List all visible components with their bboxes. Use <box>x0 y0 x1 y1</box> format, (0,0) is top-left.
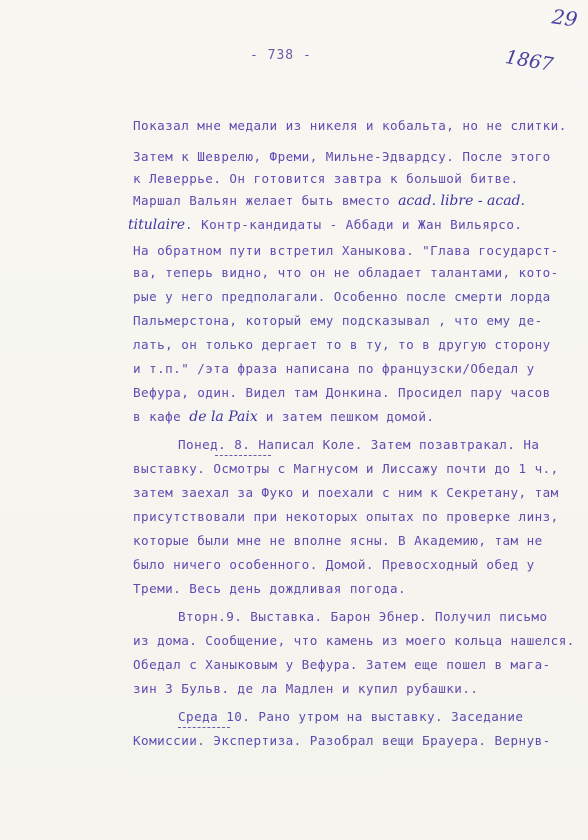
text-line: Пальмерстона, который ему подсказывал , что ему де- <box>133 313 543 328</box>
handwritten-insertion: titulaire <box>128 217 186 233</box>
archive-folio-number: 29 <box>550 4 579 32</box>
text-line: присутствовали при некоторых опытах по проверке линз, <box>133 509 559 524</box>
text-line: рые у него предполагали. Особенно после смерти лорда <box>133 289 551 304</box>
text-line: Обедал с Ханыковым у Вефура. Затем еще пошел в мага- <box>133 657 551 672</box>
text-line: Среда 10. Рано утром на выставку. Заседание <box>178 709 524 724</box>
text-line: Вефура, один. Видел там Донкина. Просидел пару часов <box>133 385 551 400</box>
text-line: Показал мне медали из никеля и кобальта, но не слитки. <box>133 118 567 133</box>
text-line: которые были мне не вполне ясны. В Академию, там не <box>133 533 543 548</box>
text-line: было ничего особенного. Домой. Превосходный обед у <box>133 557 535 572</box>
text-line: Вторн.9. Выставка. Барон Эбнер. Получил письмо <box>178 609 548 624</box>
text-line: из дома. Сообщение, что камень из моего кольца нашелся. <box>133 633 575 648</box>
page-number: - 738 - <box>250 48 312 63</box>
handwritten-insertion: acad. libre - acad. <box>398 193 525 209</box>
text-line: выставку. Осмотры с Магнусом и Лиссажу почти до 1 ч., <box>133 461 559 476</box>
text-line: Понед. 8. Написал Коле. Затем позавтракал. На <box>178 437 540 452</box>
text-line: titulaire. Контр-кандидаты - Аббади и Жан Вильярсо. <box>128 217 523 233</box>
text-line: Затем к Шеврелю, Фреми, Мильне-Эдвардсу. После этого <box>133 149 551 164</box>
day-heading-underline <box>215 455 271 456</box>
text-line: Комиссии. Экспертиза. Разобрал вещи Брауера. Вернув- <box>133 733 551 748</box>
text-line: и т.п." /эта фраза написана по французски/Обедал у <box>133 361 535 376</box>
text-line: На обратном пути встретил Ханыкова. "Глава государст- <box>133 243 559 258</box>
day-heading-underline <box>178 727 230 728</box>
text-line: к Леверрье. Он готовится завтра к большой битве. <box>133 171 519 186</box>
text-line: лать, он только дергает то в ту, то в другую сторону <box>133 337 551 352</box>
text-line: в кафе de la Paix и затем пешком домой. <box>133 409 435 425</box>
text-line: ва, теперь видно, что он не обладает талантами, кото- <box>133 265 559 280</box>
handwritten-insertion: de la Paix <box>189 409 258 425</box>
text-line: Треми. Весь день дождливая погода. <box>133 581 407 596</box>
text-line: Маршал Вальян желает быть вместо acad. libre - acad. <box>133 193 525 209</box>
year-annotation: 1867 <box>503 45 555 77</box>
text-line: затем заехал за Фуко и поехали с ним к Секретану, там <box>133 485 559 500</box>
text-line: зин 3 Бульв. де ла Мадлен и купил рубашки.. <box>133 681 479 696</box>
